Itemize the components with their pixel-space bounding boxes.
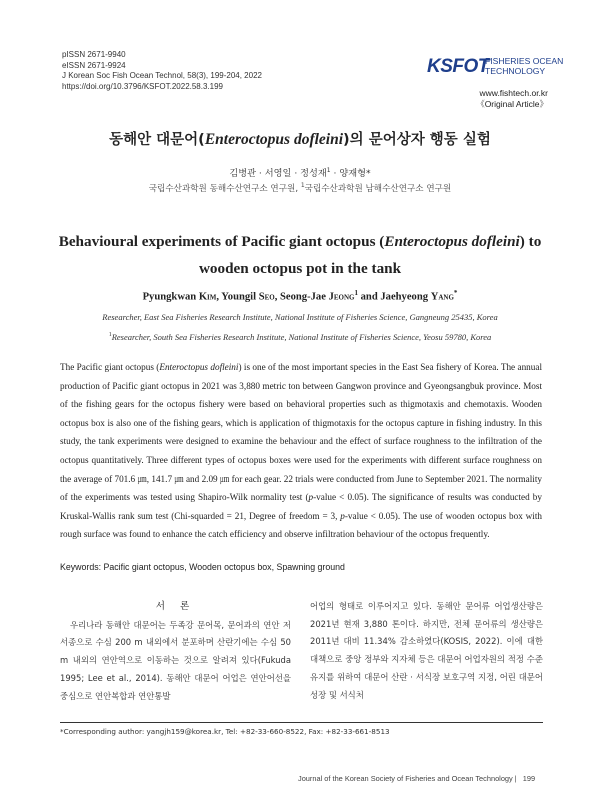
korean-authors-sup: 1 <box>326 166 331 174</box>
english-affil-2-line <box>0 326 600 346</box>
author-3-sup: 1 <box>354 289 358 297</box>
site-block <box>460 88 548 110</box>
korean-authors-tail: · 양재형* <box>330 168 371 179</box>
body-column-left <box>60 598 291 705</box>
logo-mark: KSFOT <box>427 56 489 77</box>
english-title-part-2: ) to wooden octopus pot in the tank <box>198 233 542 277</box>
journal-meta <box>62 50 262 92</box>
abstract-part-4: -value < 0.05). The use of wooden octopus box with rough surface was found to enhance the catch efficiency and observe infiltration behaviour of the octopus frequently. <box>60 510 542 540</box>
abstract-species: Enteroctopus dofleini <box>159 362 239 372</box>
footer-separator: | <box>514 774 517 783</box>
footnote: *Corresponding author: yangjh159@korea.kr, Tel: +82-33-660-8522, Fax: +82-33-661-8513 <box>60 727 390 736</box>
korean-authors <box>0 165 600 179</box>
pissn: pISSN 2671-9940 <box>62 50 126 59</box>
english-affil-1: Researcher, East Sea Fisheries Research Institute, National Institute of Fisheries Science, Gangneung 25435, Korea <box>102 312 498 322</box>
abstract-part-1: The Pacific giant octopus ( <box>60 362 160 372</box>
english-affil-2-sup: 1 <box>108 332 112 338</box>
author-1-first: Pyungkwan <box>142 291 199 303</box>
eissn: eISSN 2671-9924 <box>62 60 126 70</box>
korean-authors-main: 김병관 · 서영일 · 정성재 <box>229 168 327 179</box>
english-title-species: Enteroctopus dofleini <box>384 233 520 250</box>
keywords: Keywords: Pacific giant octopus, Wooden octopus box, Spawning ground <box>60 562 345 572</box>
english-affil-2: Researcher, South Sea Fisheries Research Institute, National Institute of Fisheries Science, Yeosu 59780, Korea <box>111 331 492 342</box>
journal-logo <box>427 55 564 77</box>
footnote-divider <box>60 722 543 723</box>
author-2-last: Seo <box>258 291 275 303</box>
korean-title <box>0 128 600 149</box>
korean-title-pre: 동해안 대문어( <box>109 132 205 148</box>
citation: J Korean Soc Fish Ocean Technol, 58(3), 199-204, 2022 <box>62 71 262 80</box>
page-footer <box>298 774 535 783</box>
english-authors <box>0 289 600 303</box>
logo-line-2: TECHNOLOGY <box>485 65 546 76</box>
doi-link[interactable]: https://doi.org/10.3796/KSFOT.2022.58.3.199 <box>62 81 223 91</box>
author-3-last: Jeong <box>328 291 355 303</box>
author-2-first: , Youngil <box>216 291 259 303</box>
author-4-sup: * <box>453 289 458 297</box>
english-affiliations <box>0 308 600 346</box>
korean-title-post: )의 문어상자 행동 실험 <box>343 132 491 148</box>
abstract-part-3: -value < 0.05). The significance of results was conducted by Kruskal-Wallis rank sum test (Chi-squarded = 21, Degree of freedom = 3, <box>60 492 542 521</box>
author-4-last: Yang <box>430 291 454 303</box>
author-1-last: Kim <box>198 291 217 303</box>
logo-text <box>485 57 563 76</box>
abstract-p-label-2: p <box>340 510 345 521</box>
section-title-introduction: 서 론 <box>155 601 196 612</box>
logo-line-1: FISHERIES OCEAN <box>485 56 564 66</box>
english-title-part-1: Behavioural experiments of Pacific giant octopus ( <box>58 233 385 250</box>
body-right-text: 어업의 형태로 이루어지고 있다. 동해안 문어류 어업생산량은 2021년 현재 3,880 톤이다. 하지만, 전체 문어류의 생산량은 2011년 대비 11.34% 감소하였다(KOSIS, 2022). 이에 대한 대책으로 중앙 정부와 지자체 등은 대문어 어업자원의 적정 수준 유지를 위하여 대문어 산란 · 서식장 보호구역 지정, 어린 대문어 성장 및 서식처 <box>310 601 543 700</box>
footer-journal: Journal of the Korean Society of Fisheries and Ocean Technology <box>298 774 513 783</box>
korean-affil-sup: 1 <box>300 182 305 190</box>
body-column-right <box>310 598 543 704</box>
website-link[interactable]: www.fishtech.or.kr <box>479 88 548 98</box>
korean-title-species: Enteroctopus dofleini <box>204 131 344 148</box>
page-number: 199 <box>522 774 536 783</box>
abstract <box>60 358 542 544</box>
korean-affiliations <box>0 182 600 194</box>
korean-affil-1: 국립수산과학원 동해수산연구소 연구원, <box>148 184 299 194</box>
body-left-text: 우리나라 동해안 대문어는 두족강 문어목, 문어과의 연안 저서종으로 수심 200 m 내외에서 분포하며 산란기에는 수심 50 m 내외의 연안역으로 이동하는 것으로 알려져 있다(Fukuda 1995; Lee et al., 2014). 동해안 대문어 어업은 연안어선을 중심으로 연안복합과 연안통발 <box>60 619 291 701</box>
abstract-p-label-1: p <box>308 492 314 503</box>
korean-affil-2: 국립수산과학원 남해수산연구소 연구원 <box>304 184 452 194</box>
english-title <box>40 228 560 282</box>
author-4-first: and Jaehyeong <box>357 291 431 303</box>
abstract-part-2: ) is one of the most important species in the East Sea fishery of Korea. The annual production of Pacific giant octopus in 2021 was 3,880 metric ton between Gangwon province and Gyeongsangbuk province. Most of the fishing gears for the octopus fishery were based on behavioral properties such as thigmotaxis and chemotaxis. Wooden octopus box is also one of the fishing gears, which is application of thigmotaxis for the octopus capture in fishing industry. In this study, the tank experiments were designed to examine the behaviour and the effect of surface roughness to the infiltration of the octopus quantitatively. Three different types of octopus boxes were used for the experiments with different surface roughness on the average of 701.6 ㎛, 141.7 ㎛ and 2.09 ㎛ for each gear. 22 trials were conducted from June to September 2021. The normality of the experiments was tested using Shapiro-Wilk normality test ( <box>60 362 542 503</box>
article-type: 《Original Article》 <box>476 99 548 109</box>
author-3-first: , Seong-Jae <box>274 291 329 303</box>
